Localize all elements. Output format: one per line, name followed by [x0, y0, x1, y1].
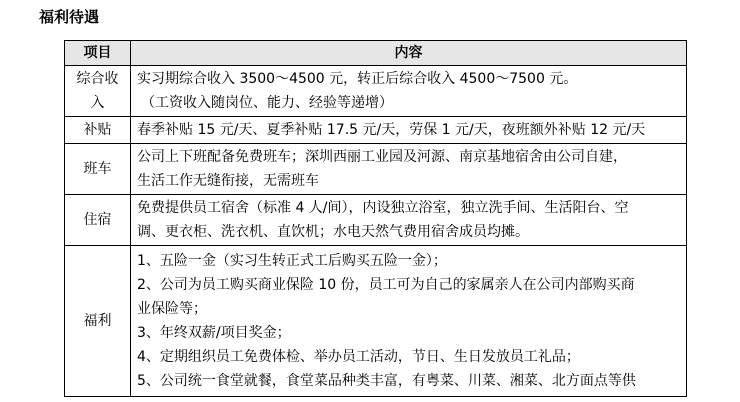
content-line: 生活工作无缝衔接，无需班车 [137, 173, 319, 189]
header-item: 项目 [65, 41, 131, 66]
row-welfare [65, 246, 687, 397]
row-shuttle-bus [65, 144, 687, 195]
header-content: 内容 [131, 41, 687, 66]
item-line: 入 [90, 95, 105, 111]
content-shuttle-bus [131, 144, 687, 195]
content-welfare [131, 246, 687, 397]
section-title: 福利待遇 [39, 8, 100, 26]
row-subsidy [65, 117, 687, 144]
content-line: 春季补贴 15 元/天、夏季补贴 17.5 元/天，劳保 1 元/天，夜班额外补贴 12 元/天 [137, 122, 646, 138]
content-line: 调、更衣柜、洗衣机、直饮机；水电天然气费用宿舍成员均摊。 [137, 224, 529, 240]
content-line: 4、定期组织员工免费体检、举办员工活动，节日、生日发放员工礼品； [137, 349, 580, 365]
row-accommodation [65, 195, 687, 246]
content-line: 公司上下班配备免费班车；深圳西丽工业园及河源、南京基地宿舍由公司自建， [137, 149, 627, 165]
item-subsidy [65, 117, 131, 144]
content-line: （工资收入随岗位、能力、经验等递增） [141, 95, 393, 111]
item-income [65, 66, 131, 117]
table-header-row [65, 41, 687, 66]
content-line: 2、公司为员工购买商业保险 10 份，员工可为自己的家属亲人在公司内部购买商 [137, 277, 635, 293]
content-line: 1、五险一金（实习生转正式工后购买五险一金）； [137, 253, 447, 269]
item-line: 住宿 [83, 212, 112, 228]
benefits-table [64, 40, 687, 397]
item-welfare [65, 246, 131, 397]
item-line: 班车 [83, 161, 112, 177]
content-line: 实习期综合收入 3500～4500 元，转正后综合收入 4500～7500 元。 [137, 71, 578, 87]
item-line: 补贴 [83, 122, 112, 138]
content-accommodation [131, 195, 687, 246]
item-shuttle-bus [65, 144, 131, 195]
item-line: 综合收 [76, 71, 119, 87]
content-line: 业保险等； [137, 301, 207, 317]
content-subsidy [131, 117, 687, 144]
row-income [65, 66, 687, 117]
content-line: 3、年终双薪/项目奖金； [137, 325, 291, 341]
item-line: 福利 [83, 313, 112, 329]
content-line: 5、公司统一食堂就餐，食堂菜品种类丰富，有粤菜、川菜、湘菜、北方面点等供 [137, 373, 636, 389]
content-income [131, 66, 687, 117]
content-line: 免费提供员工宿舍（标准 4 人/间），内设独立浴室，独立洗手间、生活阳台、空 [137, 200, 629, 216]
item-accommodation [65, 195, 131, 246]
